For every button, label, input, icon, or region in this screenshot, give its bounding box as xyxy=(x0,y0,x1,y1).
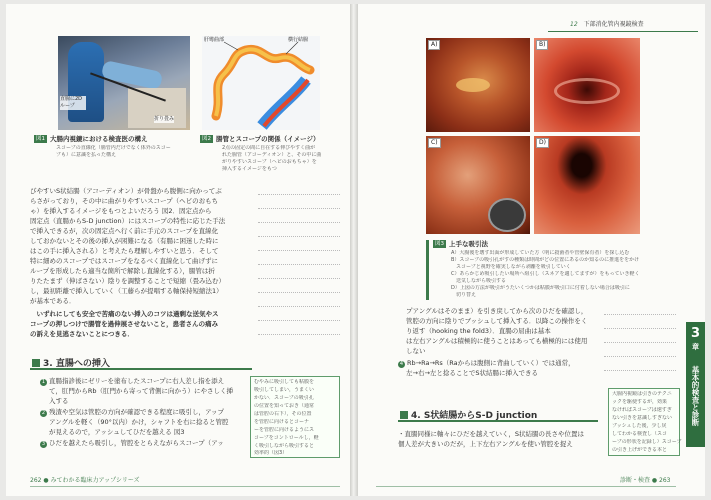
emph-line: いずれにしても安全で苦痛のない挿入のコツは過剰な送気やス xyxy=(30,310,219,318)
side-note-line: の引き上げができる本と xyxy=(612,447,668,453)
step-1-line-1: 1 直腸指診後にゼリーを塗布したスコープに右人差し指を添え xyxy=(41,377,225,385)
fig3-line: スコープと視野を確実しながら剥離を吸引していく xyxy=(451,264,571,270)
figure-1-photo xyxy=(58,36,190,130)
step-2-line-1: 2 残渣や空気は管腔の方向が確認できる程度に吸引し，アップ xyxy=(41,408,225,416)
note-line: 吸引してしまい，うまくい xyxy=(254,387,315,393)
body-line: 固定点（直腸からS-D junction）にはスコープの特性に応じた手法 xyxy=(30,217,226,225)
body-line: 特に細めのスコープではスコープをなるべく直線化して曲げずに xyxy=(30,257,219,265)
side-note-line: ックを駆使するが，効果 xyxy=(612,399,668,405)
fig3-badge: 図3 xyxy=(435,241,444,247)
fig1-label-fold: 折り畳み xyxy=(154,116,175,122)
spine-gutter xyxy=(350,4,358,496)
colon-scope-diagram xyxy=(202,36,320,130)
panel-label-a: A) xyxy=(428,40,440,50)
section-4-number: 4. xyxy=(411,411,421,421)
panel-label-c: C) xyxy=(428,138,441,148)
fig2-label-2: 横行結腸 xyxy=(288,37,309,43)
body-line: り返す（hooking the fold3）．直腸の屈曲は基本 xyxy=(406,327,551,335)
fig2-caption-line-3: がりやすいスコープ（ヘビのおもちゃ）を xyxy=(222,159,317,165)
side-note-line: 大腸内視鏡は引きのテクニ xyxy=(612,391,672,397)
step-number-icon: 3 xyxy=(41,441,46,447)
step-4-line-1: 4 Rb→Ra→Rs（Raからは腹側に背曲していく）では通常， xyxy=(399,359,575,367)
step-number-icon: 1 xyxy=(41,379,46,385)
note-line: かない．スコープの吸引孔 xyxy=(254,395,314,401)
section-3-title: 直腸への挿入 xyxy=(55,359,110,369)
side-note-box xyxy=(608,388,680,456)
side-note-line: ない引きを意識しすぎない xyxy=(612,415,673,421)
body-line: はこの手に挿入される）と考えたら理解しやすいと思う．そして xyxy=(30,247,219,255)
fig3-line: C）あらかじめ吸引したい場所へ組引し（スネアを適してますが）をもっていき軽く xyxy=(451,271,640,277)
step-2-line-2: アングルを軽く（90°以内）かけ，シャフトを右に捻ると管腔 xyxy=(49,418,229,426)
fig3-line: B）スコープの吸引孔がすの種類は時間がどの位置にあるのか知るのに推進ををかけ xyxy=(451,257,640,263)
section-bullet-icon xyxy=(32,359,40,367)
fig1-caption xyxy=(34,135,194,145)
body-line: 左→右→左と捻ることでS状結腸に挿入できる xyxy=(406,369,539,377)
body-line: ループを形成したら適当な箇所で解除し直線化する），腸管は折 xyxy=(30,267,215,275)
body-line: プアングルはそのまま）を引き戻してから次のひだを確認し， xyxy=(406,307,588,315)
body-line: で挿入できるが，次の固定点へ行く前に手元のスコープを直線化 xyxy=(30,227,219,235)
fig1-caption-line-2: プも）に意識を払った構え xyxy=(56,152,117,158)
left-page xyxy=(6,4,350,496)
fig1-badge: 図1 xyxy=(36,136,45,142)
note-line: むやみに吸引しても粘膜を xyxy=(254,379,315,385)
body-line: りたたまず（伸ばさない）陰りを調整することで短縮（畳み込む） xyxy=(30,277,225,285)
fig1-title: 大腸内視鏡における検査医の構え xyxy=(50,135,148,143)
section-3-number: 3. xyxy=(43,359,53,369)
chapter-unit: 章 xyxy=(692,343,699,351)
fig2-badge: 図2 xyxy=(202,136,211,142)
body-line: らさがっており，その中に曲がりやすいスコープ（ヘビのおもち xyxy=(30,197,219,205)
body-line: しておかないとその後の挿入が困難になる（有腸に困迷した時に xyxy=(30,237,219,245)
tip-note-box xyxy=(250,376,340,458)
endoscopy-photo-a xyxy=(426,38,530,132)
note-line: の位置を知っておき（通常 xyxy=(254,403,315,409)
fig2-caption-line-1: 2点の固定の間に自在する伸びやすく曲が xyxy=(222,145,316,151)
fig2-title: 腸管とスコープの関係（イメージ） xyxy=(216,135,320,143)
fig3-caption-box xyxy=(426,240,643,300)
note-line: コープをコントロールし，軽 xyxy=(254,435,319,441)
note-line: は管腔の右下），その位置 xyxy=(254,411,312,417)
chapter-tab xyxy=(686,322,705,447)
fig1-caption-line-1: スコープの直線化（腸管内だけでなく体外のスコー xyxy=(56,145,171,151)
fig3-line: 送気しながら吸引する xyxy=(451,278,507,284)
step-number-icon: 4 xyxy=(399,361,404,367)
emph-line: コープの押しつけで腸管を過伸展させないこと，患者さんの痛み xyxy=(30,320,219,328)
fig3-caption-title xyxy=(433,240,488,250)
body-line: し，最初距離で挿入していく（工藤らが提唱する軸保持短縮法1） xyxy=(30,287,223,295)
step-1-line-3: 入する xyxy=(49,397,69,405)
fig2-label-1: 肝彎曲部 xyxy=(204,37,225,43)
right-page xyxy=(358,4,705,496)
note-line: く吸引しながら吸引すると xyxy=(254,443,315,449)
section-4-title: S状結腸からS-D junction xyxy=(423,411,538,421)
body-line: ゃ）を挿入するイメージをもつとよいだろう 図2．固定点から xyxy=(30,207,212,215)
note-line: 効率的（図3） xyxy=(254,450,288,456)
body-line: しない xyxy=(406,347,426,355)
endoscopy-photo-c xyxy=(426,136,530,234)
emph-line: の訴えを見逃さないことにつきる． xyxy=(30,330,134,338)
side-note-line: ープの形状を記録し）スコープ xyxy=(612,439,682,445)
endoscopy-photo-d xyxy=(534,136,640,234)
fig3-line: D）上図の方法が吸引がうたいくつかは粘膜が吸引口に付着しない場合は吸引に xyxy=(451,285,630,291)
panel-label-b: B) xyxy=(536,40,548,50)
fig2-caption xyxy=(200,135,340,145)
body-line: 管腔の方向に陰りでブッシュして挿入する．以降この操作をく xyxy=(406,317,588,325)
step-number-icon: 2 xyxy=(41,410,46,416)
section-4-heading xyxy=(400,408,537,421)
section-4-line-2: 個人差が大きいのだが，上下左右アングルを使い管腔を捉え xyxy=(398,440,573,448)
chapter-title: 基本的検査と診断 xyxy=(691,366,700,426)
fig2-caption-line-2: れた腸管（アコーディオン）と、その中に曲 xyxy=(222,152,322,158)
endoscopy-photo-b xyxy=(534,38,640,132)
section-4-line-1: ・直腸同様に軸々にひだを越えていく，S状結腸の長さや位置は xyxy=(398,430,584,438)
step-1-line-2: て，肛門からRb（肛門から寄って背側に向かう）にやさしく挿 xyxy=(49,387,234,395)
fig3-title: 上手な吸引法 xyxy=(449,240,488,248)
body-line: が基本である． xyxy=(30,297,76,305)
footer-rule xyxy=(30,486,340,487)
footer-rule-right xyxy=(376,486,676,487)
running-head-number: 12 xyxy=(570,21,578,28)
right-footer: 診断・検査 ● 263 xyxy=(620,477,671,484)
running-head xyxy=(570,20,644,30)
section-3-heading xyxy=(32,356,110,369)
left-footer: 262 ● みてわかる臨床力アップシリーズ xyxy=(30,477,140,484)
fig2-caption-line-4: 挿入するイメージをもつ xyxy=(222,166,277,172)
figure-2-illustration xyxy=(202,36,320,130)
fig3-line: A）大腸後を壊す出面が形成していた方（明に殺菌者や管壁保有者）を探し込む xyxy=(451,250,630,256)
note-line: を管腔に向けるとコーナ xyxy=(254,419,310,425)
step-2-line-3: が見えるので，アッシュしてひだを越える 図3 xyxy=(49,428,185,436)
body-line: は左右アングルは積極的に使うことはあっても横極的には使用 xyxy=(406,337,588,345)
chapter-number: 3 xyxy=(690,326,701,341)
note-line: ーを管腔に向けるようにス xyxy=(254,427,315,433)
side-note-line: してわかる検査し（スコ xyxy=(612,431,668,437)
panel-label-d: D) xyxy=(536,138,549,148)
running-head-title: 下部消化管内視鏡検査 xyxy=(583,21,644,28)
fig1-label-loop: 直腸に2D ループ xyxy=(60,96,86,110)
body-line: びやすいS状結腸（アコーディオン）が骨盤から腹側に向かってぶ xyxy=(30,187,222,195)
section-bullet-icon xyxy=(400,411,408,419)
fig3-line: 切り替え xyxy=(451,292,477,298)
side-note-line: ブッシュした後，少し戻 xyxy=(612,423,667,429)
step-3-line-1: 3 ひだを越えたら吸引し，管腔をとらえながらスコープ（アッ xyxy=(41,439,224,447)
side-note-line: なければスコープは速すぎ xyxy=(612,407,672,413)
